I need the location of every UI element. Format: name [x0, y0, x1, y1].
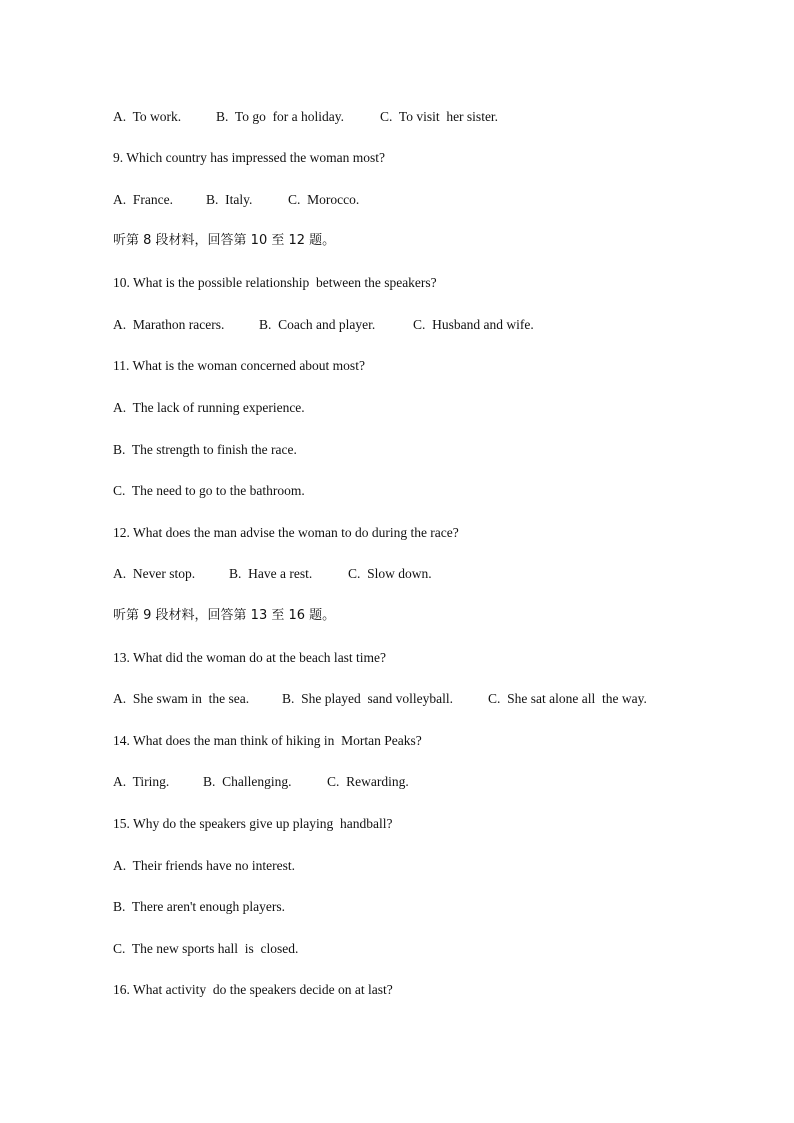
q14-option-c: C. Rewarding.	[327, 774, 409, 789]
q13-option-a: A. She swam in the sea.	[113, 691, 250, 706]
q10-question: 10. What is the possible relationship between the speakers?	[113, 275, 437, 290]
q9-option-b: B. Italy.	[206, 192, 253, 207]
q11-option-b: B. The strength to finish the race.	[113, 442, 297, 457]
q8-option-c: C. To visit her sister.	[380, 109, 499, 124]
q8-option-b: B. To go for a holiday.	[216, 109, 345, 124]
q14-question: 14. What does the man think of hiking in Mortan Peaks?	[113, 733, 422, 748]
q9-option-a: A. France.	[113, 192, 173, 207]
q12-option-c: C. Slow down.	[348, 566, 432, 581]
q14-option-b: B. Challenging.	[203, 774, 292, 789]
q14-option-a: A. Tiring.	[113, 774, 170, 789]
q9-question: 9. Which country has impressed the woman most?	[113, 150, 385, 165]
q16-question: 16. What activity do the speakers decide on at last?	[113, 982, 393, 997]
q13-option-b: B. She played sand volleyball.	[282, 691, 453, 706]
q10-option-a: A. Marathon racers.	[113, 317, 225, 332]
q15-option-a: A. Their friends have no interest.	[113, 858, 295, 873]
q11-question: 11. What is the woman concerned about most?	[113, 358, 365, 373]
q15-option-b: B. There aren't enough players.	[113, 899, 285, 914]
q15-option-c: C. The new sports hall is closed.	[113, 941, 299, 956]
q12-question: 12. What does the man advise the woman to do during the race?	[113, 525, 459, 540]
q10-option-b: B. Coach and player.	[259, 317, 376, 332]
q11-option-c: C. The need to go to the bathroom.	[113, 483, 305, 498]
q13-question: 13. What did the woman do at the beach last time?	[113, 650, 387, 665]
q13-option-c: C. She sat alone all the way.	[488, 691, 647, 706]
section-9-instruction: 听第 9 段材料，回答第 13 至 16 题。	[113, 608, 336, 623]
q10-option-c: C. Husband and wife.	[413, 317, 534, 332]
q12-option-b: B. Have a rest.	[229, 566, 313, 581]
q11-option-a: A. The lack of running experience.	[113, 400, 305, 415]
section-8-instruction: 听第 8 段材料，回答第 10 至 12 题。	[113, 233, 336, 248]
q15-question: 15. Why do the speakers give up playing handball?	[113, 816, 393, 831]
q9-option-c: C. Morocco.	[288, 192, 360, 207]
q12-option-a: A. Never stop.	[113, 566, 196, 581]
q8-option-a: A. To work.	[113, 109, 182, 124]
